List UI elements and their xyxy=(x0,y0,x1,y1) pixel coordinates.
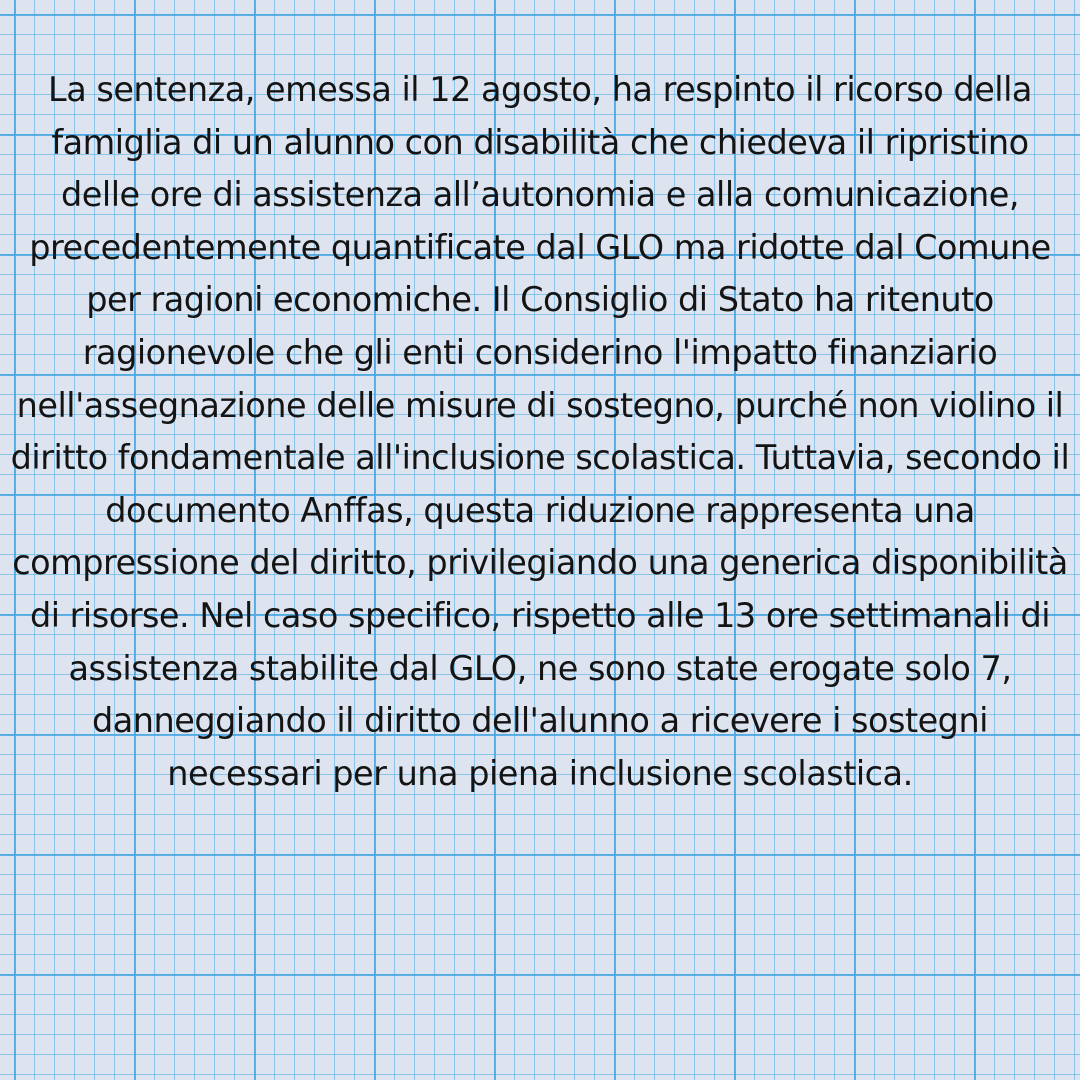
article-paragraph: La sentenza, emessa il 12 agosto, ha respinto il ricorso della famiglia di un alunno con disabilità che chiedeva il ripristino delle ore di assistenza all’autonomia e alla comunicazione, precedentemente quantificate dal GLO ma ridotte dal Comune per ragioni economiche. Il Consiglio di Stato ha ritenuto ragionevole che gli enti considerino l'impatto finanziario nell'assegnazione delle misure di sostegno, purché non violino il diritto fondamentale all'inclusione scolastica. Tuttavia, secondo il documento Anffas, questa riduzione rappresenta una compressione del diritto, privilegiando una generica disponibilità di risorse. Nel caso specifico, rispetto alle 13 ore settimanali di assistenza stabilite dal GLO, ne sono state erogate solo 7, danneggiando il diritto dell'alunno a ricevere i sostegni necessari per una piena inclusione scolastica. xyxy=(10,70,1070,793)
